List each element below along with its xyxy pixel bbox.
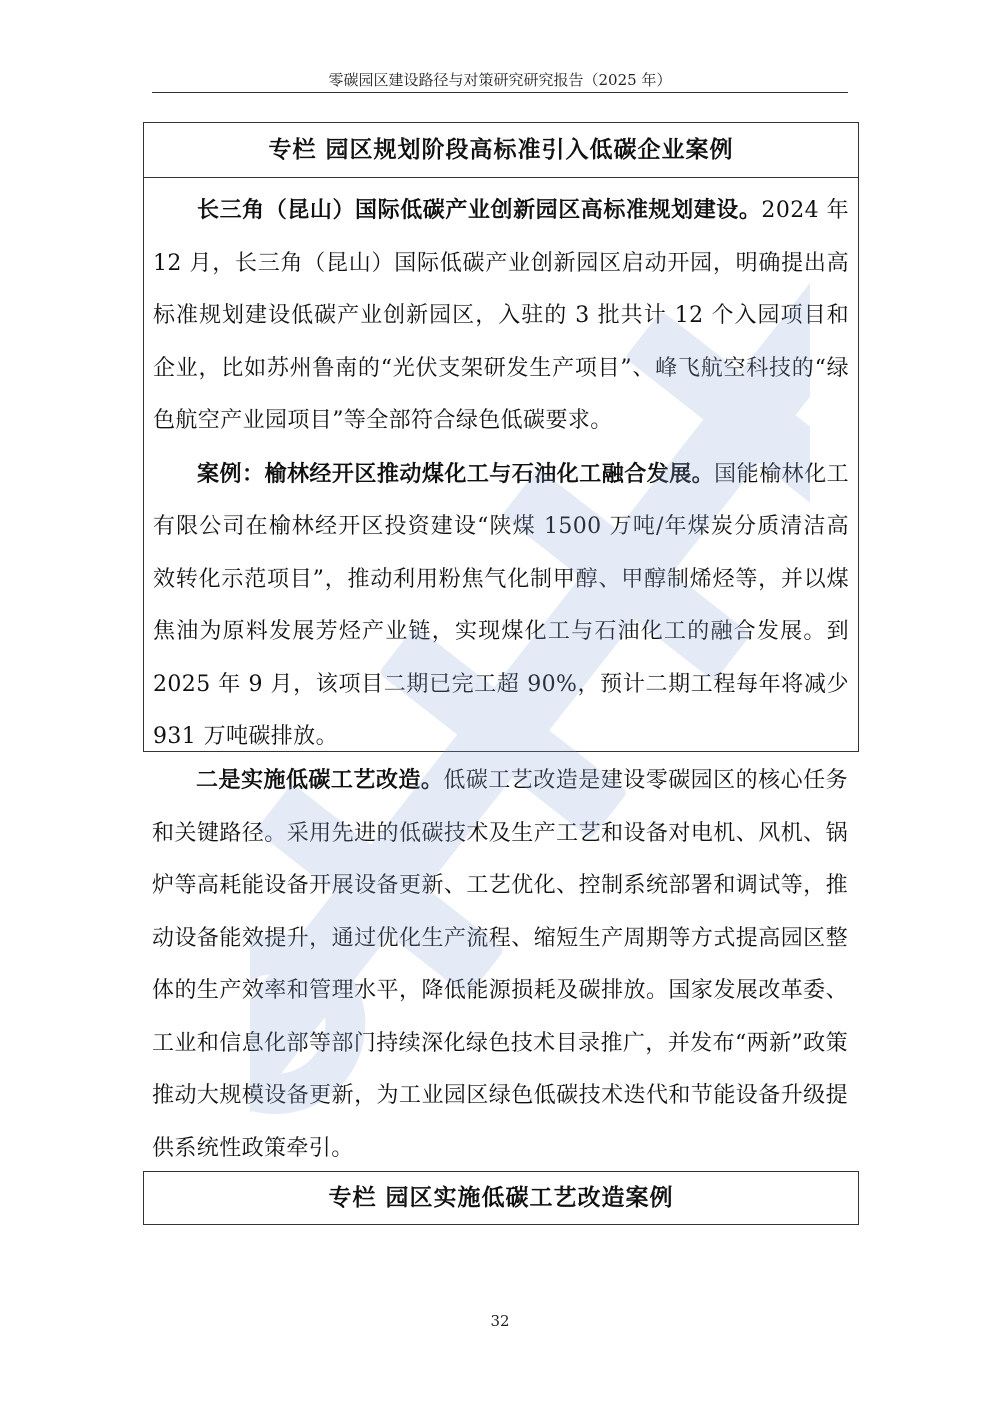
- page-number: 32: [490, 1312, 510, 1330]
- case-paragraph-yulin: [153, 448, 849, 764]
- case-lead-yulin: 案例：榆林经开区推动煤化工与石油化工融合发展。: [197, 460, 715, 487]
- case-paragraph-kunshan: [153, 184, 849, 448]
- body-lead: 二是实施低碳工艺改造。: [196, 767, 444, 793]
- body-text: 低碳工艺改造是建设零碳园区的核心任务和关键路径。采用先进的低碳技术及生产工艺和设备对电机、风机、锅炉等高耗能设备开展设备更新、工艺优化、控制系统部署和调试等，推动设备能效提升，通过优化生产流程、缩短生产周期等方式提高园区整体的生产效率和管理水平，降低能源损耗及碳排放。国家发展改革委、工业和信息化部等部门持续深化绿色技术目录推广，并发布“两新”政策推动大规模设备更新，为工业园区绿色低碳技术迭代和节能设备升级提供系统性政策牵引。: [152, 768, 848, 1161]
- case-box-title: 专栏 园区实施低碳工艺改造案例: [328, 1184, 674, 1211]
- case-text-kunshan: 2024 年 12 月，长三角（昆山）国际低碳产业创新园区启动开园，明确提出高标准规划建设低碳产业创新园区，入驻的 3 批共计 12 个入园项目和企业，比如苏州鲁南的“光伏支架研发生产项目”、峰飞航空科技的“绿色航空产业园项目”等全部符合绿色低碳要求。: [153, 198, 849, 433]
- case-box-low-carbon-enterprise: [143, 122, 859, 752]
- header-rule: [152, 92, 848, 93]
- case-lead-kunshan: 长三角（昆山）国际低碳产业创新园区高标准规划建设。: [197, 197, 762, 223]
- running-header: 零碳园区建设路径与对策研究研究报告（2025 年）: [328, 71, 672, 89]
- case-box-process-upgrade: [143, 1171, 859, 1225]
- body-paragraph-process-upgrade: [152, 754, 848, 1175]
- body-section: [152, 754, 848, 1175]
- case-box-title: 专栏 园区规划阶段高标准引入低碳企业案例: [144, 123, 858, 178]
- case-box-body: [144, 178, 858, 764]
- case-text-yulin: 国能榆林化工有限公司在榆林经开区投资建设“陕煤 1500 万吨/年煤炭分质清洁高效转化示范项目”，推动利用粉焦气化制甲醇、甲醇制烯烃等，并以煤焦油为原料发展芳烃产业链，实现煤化工与石油化工的融合发展。到 2025 年 9 月，该项目二期已完工超 90%，预计二期工程每年将减少 931 万吨碳排放。: [153, 461, 849, 749]
